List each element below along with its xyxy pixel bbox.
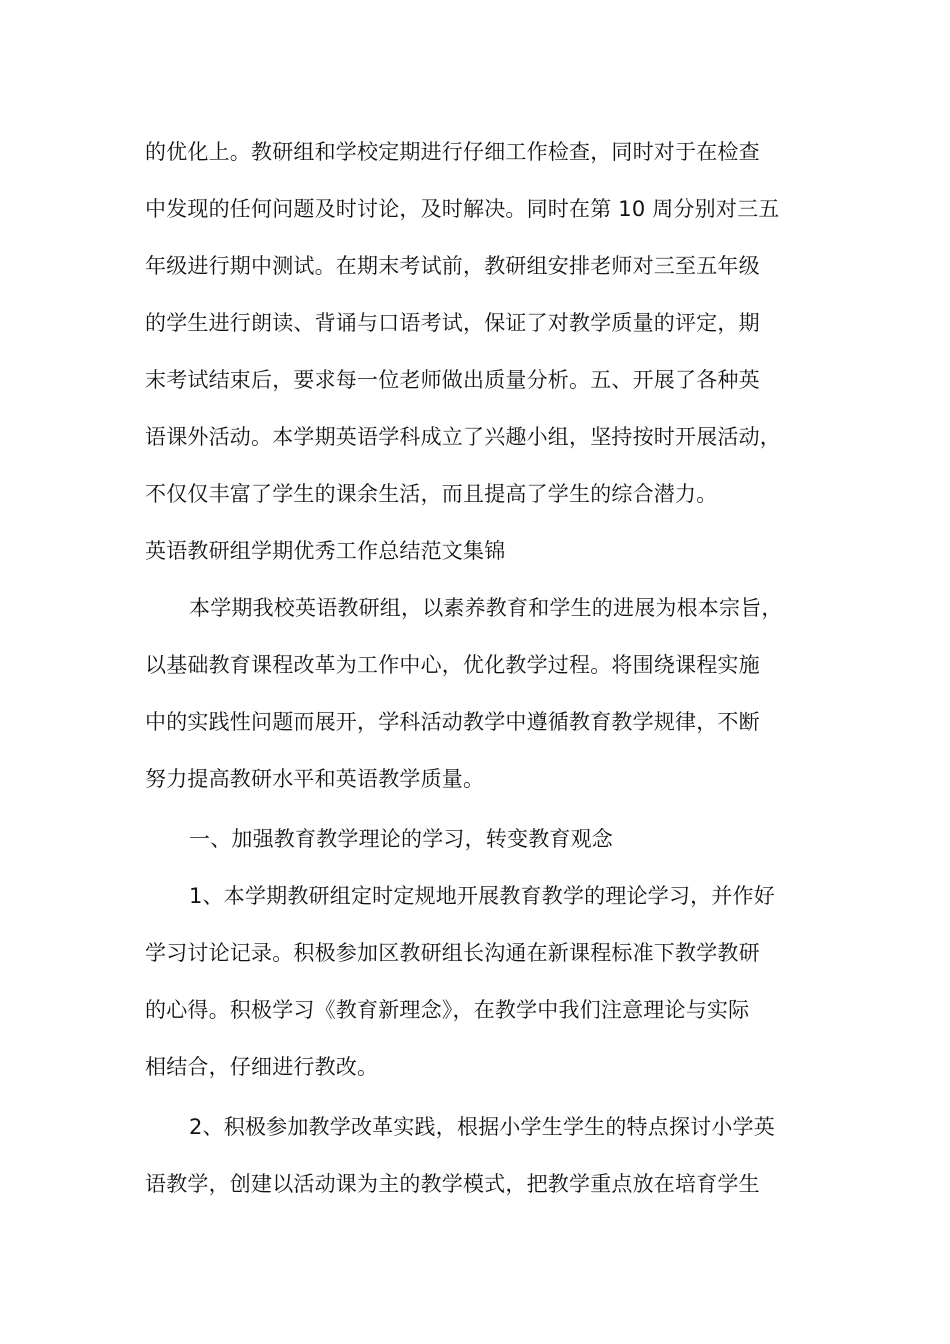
- text-line: 的心得。积极学习《教育新理念》，在教学中我们注意理论与实际: [145, 998, 750, 1022]
- item-2-paragraph: [145, 1104, 825, 1218]
- text-line: 相结合，仔细进行教改。: [145, 1055, 379, 1079]
- text-line: 的学生进行朗读、背诵与口语考试，保证了对教学质量的评定，期: [145, 311, 760, 335]
- intro-paragraph: [145, 585, 825, 813]
- text-line: 以基础教育课程改革为工作中心，优化教学过程。将围绕课程实施: [145, 653, 760, 677]
- text-line: 不仅仅丰富了学生的课余生活，而且提高了学生的综合潜力。: [145, 482, 718, 506]
- text-line: 语教学，创建以活动课为主的教学模式，把教学重点放在培育学生: [145, 1172, 760, 1196]
- text-line: 语课外活动。本学期英语学科成立了兴趣小组，坚持按时开展活动，: [145, 425, 781, 449]
- heading-1: 一、加强教育教学理论的学习，转变教育观念: [189, 827, 613, 851]
- text-line: 1、本学期教研组定时定规地开展教育教学的理论学习，并作好: [189, 884, 775, 908]
- text-line: 末考试结束后，要求每一位老师做出质量分析。五、开展了各种英: [145, 368, 760, 392]
- text-line: 本学期我校英语教研组，以素养教育和学生的进展为根本宗旨，: [189, 596, 783, 620]
- text-line: 2、积极参加教学改革实践，根据小学生学生的特点探讨小学英: [189, 1115, 775, 1139]
- section-title: 英语教研组学期优秀工作总结范文集锦: [145, 539, 506, 563]
- previous-section-paragraph: [145, 129, 825, 528]
- text-line: 努力提高教研水平和英语教学质量。: [145, 767, 485, 791]
- text-line: 年级进行期中测试。在期末考试前，教研组安排老师对三至五年级: [145, 254, 760, 278]
- item-1-paragraph: [145, 873, 825, 1101]
- text-line: 中的实践性问题而展开，学科活动教学中遵循教育教学规律，不断: [145, 710, 760, 734]
- document-body: [145, 129, 825, 1218]
- text-line: 的优化上。教研组和学校定期进行仔细工作检查，同时对于在检查: [145, 140, 760, 164]
- text-line: 中发现的任何问题及时讨论，及时解决。同时在第 10 周分别对三五: [145, 197, 780, 221]
- text-line: 学习讨论记录。积极参加区教研组长沟通在新课程标准下教学教研: [145, 941, 760, 965]
